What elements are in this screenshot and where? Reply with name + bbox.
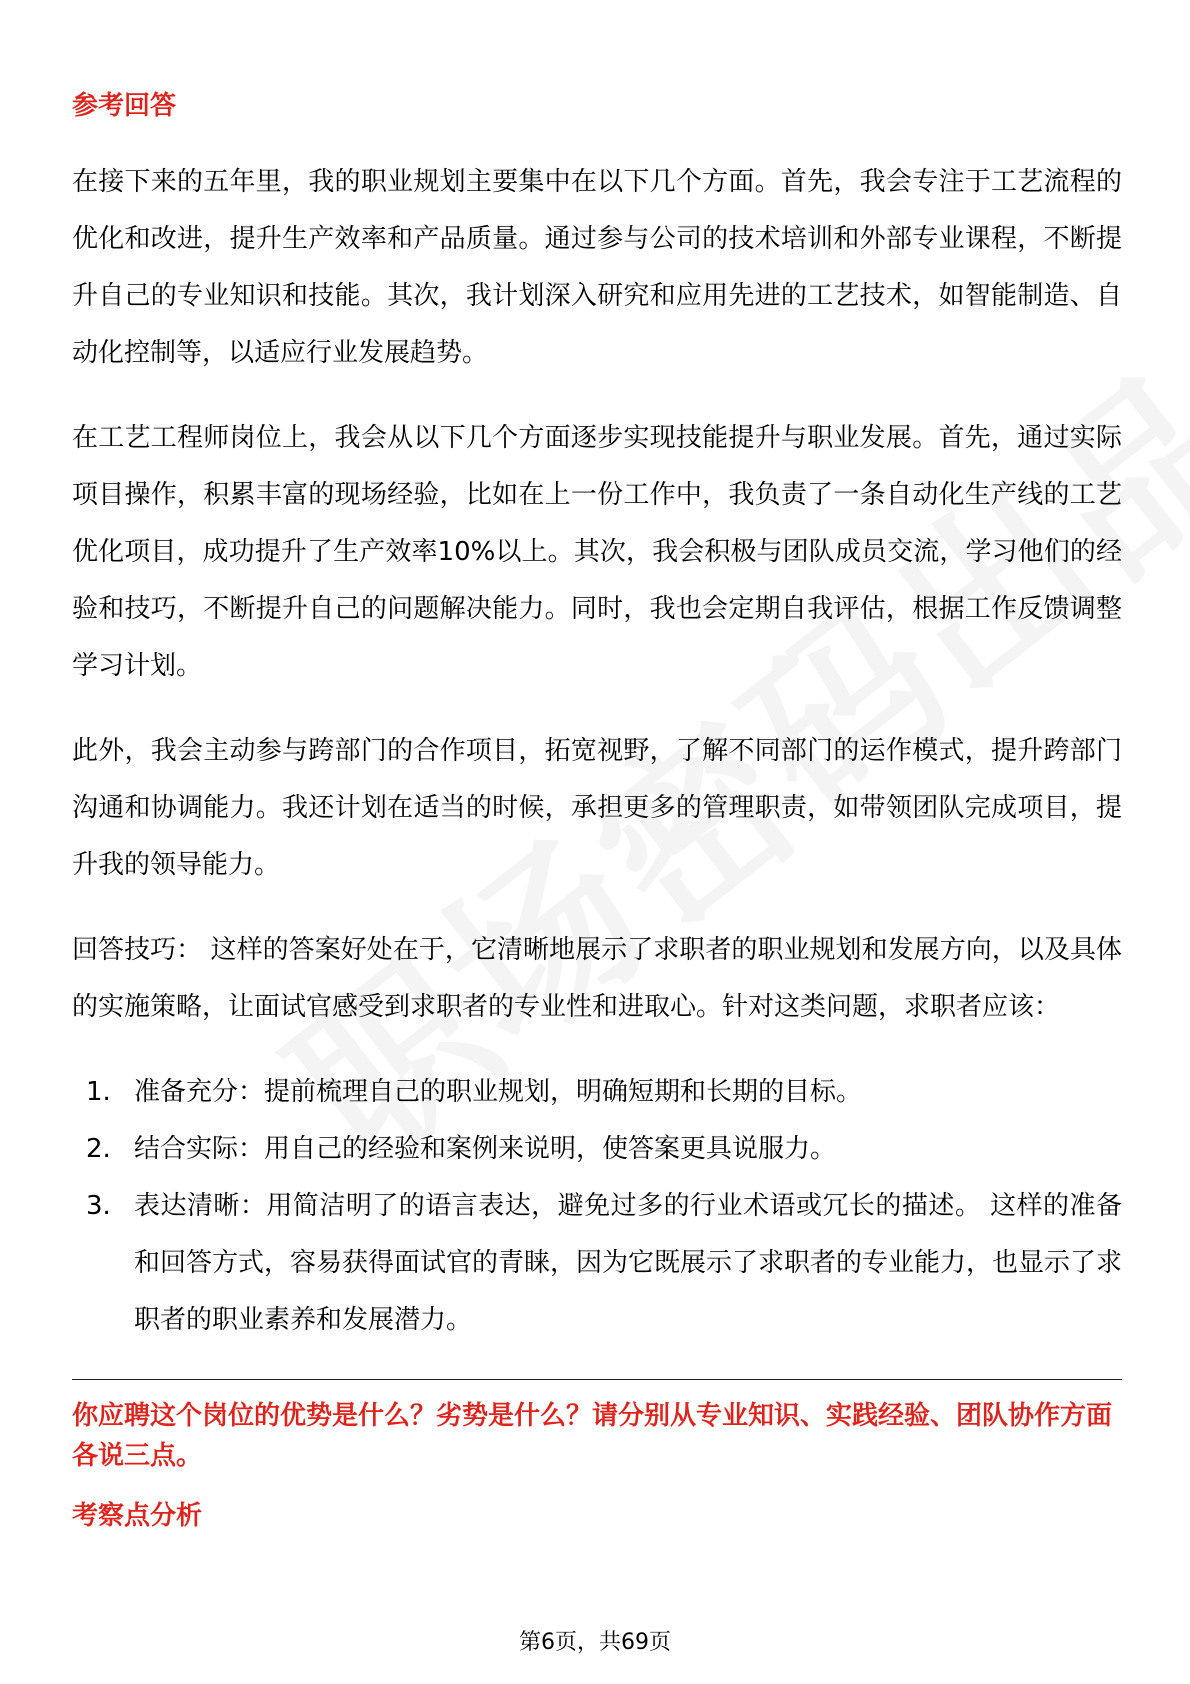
reference-answer-heading: 参考回答 [72,91,177,121]
answer-paragraph-3: 此外，我会主动参与跨部门的合作项目，拓宽视野，了解不同部门的运作模式，提升跨部门沟通和协调能力。我还计划在适当的时候，承担更多的管理职责，如带领团队完成项目，提升我的领导能力。 [72,736,1122,880]
tips-list [72,1064,1122,1349]
list-item-text: 结合实际：用自己的经验和案例来说明，使答案更具说服力。 [134,1134,837,1164]
answer-tips-intro: 回答技巧： 这样的答案好处在于，它清晰地展示了求职者的职业规划和发展方向，以及具体的实施策略，让面试官感受到求职者的专业性和进取心。针对这类问题，求职者应该： [72,935,1122,1022]
analysis-heading: 考察点分析 [72,1501,203,1531]
answer-paragraph-1: 在接下来的五年里，我的职业规划主要集中在以下几个方面。首先，我会专注于工艺流程的优化和改进，提升生产效率和产品质量。通过参与公司的技术培训和外部专业课程，不断提升自己的专业知识和技能。其次，我计划深入研究和应用先进的工艺技术，如智能制造、自动化控制等，以适应行业发展趋势。 [72,167,1122,368]
list-item-number: 3. [86,1191,111,1221]
answer-paragraph-2: 在工艺工程师岗位上，我会从以下几个方面逐步实现技能提升与职业发展。首先，通过实际项目操作，积累丰富的现场经验，比如在上一份工作中，我负责了一条自动化生产线的工艺优化项目，成功提升了生产效率10%以上。其次，我会积极与团队成员交流，学习他们的经验和技巧，不断提升自己的问题解决能力。同时，我也会定期自我评估，根据工作反馈调整学习计划。 [72,423,1122,681]
next-question-heading: 你应聘这个岗位的优势是什么？劣势是什么？请分别从专业知识、实践经验、团队协作方面各说三点。 [72,1401,1113,1471]
page-content [72,86,1122,1536]
list-item-number: 1. [86,1077,111,1107]
page-number-footer: 第6页，共69页 [519,1630,671,1655]
list-item-text: 表达清晰：用简洁明了的语言表达，避免过多的行业术语或冗长的描述。 这样的准备和回答方式，容易获得面试官的青睐，因为它既展示了求职者的专业能力，也显示了求职者的职业素养和发展潜力。 [134,1191,1123,1335]
list-item-text: 准备充分：提前梳理自己的职业规划，明确短期和长期的目标。 [134,1077,863,1107]
list-item-number: 2. [86,1134,111,1164]
list-item [72,1121,1122,1178]
list-item [72,1178,1122,1349]
list-item [72,1064,1122,1121]
